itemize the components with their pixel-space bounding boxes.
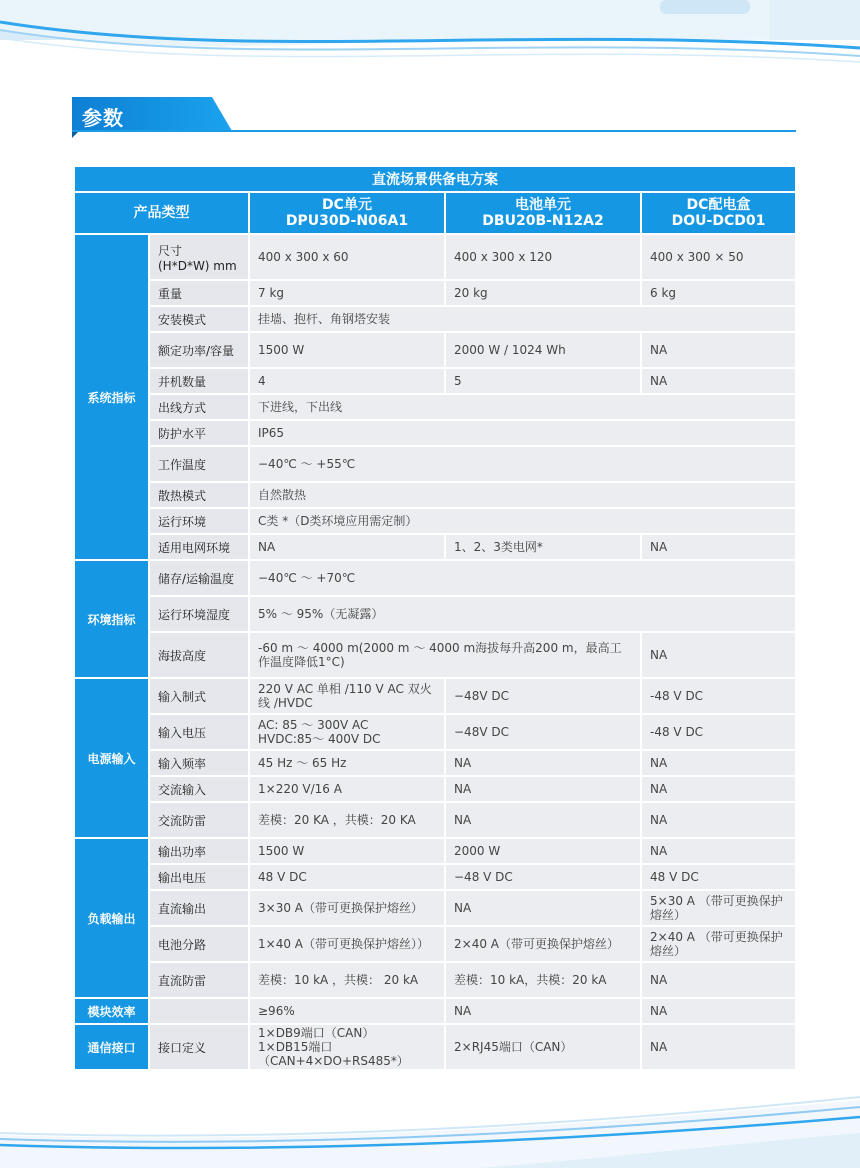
category-load-output: 负载输出 <box>74 838 149 998</box>
table-row <box>74 446 796 482</box>
row-label: 接口定义 <box>149 1024 249 1070</box>
header-dc-unit-name: DC单元 <box>322 197 372 213</box>
section-header <box>72 97 796 137</box>
table-row <box>74 890 796 926</box>
cell-bat: NA <box>445 776 641 802</box>
section-notch <box>72 132 78 138</box>
row-label: 防护水平 <box>149 420 249 446</box>
top-wave-decoration <box>0 0 860 90</box>
cell-box: NA <box>641 962 796 998</box>
header-dc-box <box>641 192 796 234</box>
cell-dc: 3×30 A（带可更换保护熔丝） <box>249 890 445 926</box>
cell-box: NA <box>641 534 796 560</box>
row-label: 直流输出 <box>149 890 249 926</box>
row-label: 交流输入 <box>149 776 249 802</box>
category-efficiency: 模块效率 <box>74 998 149 1024</box>
cell-box: NA <box>641 838 796 864</box>
table-row <box>74 560 796 596</box>
cell-box: NA <box>641 998 796 1024</box>
table-row <box>74 838 796 864</box>
cell-box: NA <box>641 368 796 394</box>
table-row <box>74 776 796 802</box>
cell-bat: 5 <box>445 368 641 394</box>
table-row <box>74 962 796 998</box>
spec-table <box>73 165 797 1071</box>
table-row <box>74 1024 796 1070</box>
cell-dc: 7 kg <box>249 280 445 306</box>
table-row <box>74 632 796 678</box>
cell-bat: NA <box>445 998 641 1024</box>
row-label: 散热模式 <box>149 482 249 508</box>
row-label: 适用电网环境 <box>149 534 249 560</box>
cell-bat: −48V DC <box>445 714 641 750</box>
cell-bat: 差模：10 kA，共模：20 kA <box>445 962 641 998</box>
row-label: 重量 <box>149 280 249 306</box>
cell-bat: −48V DC <box>445 678 641 714</box>
cell-bat: 20 kg <box>445 280 641 306</box>
row-label: 安装模式 <box>149 306 249 332</box>
row-label: 出线方式 <box>149 394 249 420</box>
header-dc-unit-model: DPU30D-N06A1 <box>285 213 409 229</box>
cell-dc: 45 Hz ～ 65 Hz <box>249 750 445 776</box>
cell-dc: ≥96% <box>249 998 445 1024</box>
cell-dc: NA <box>249 534 445 560</box>
header-dc-box-model: DOU-DCD01 <box>671 213 766 229</box>
table-row <box>74 802 796 838</box>
cell-box: 6 kg <box>641 280 796 306</box>
row-label: 输出功率 <box>149 838 249 864</box>
cell-dc: 48 V DC <box>249 864 445 890</box>
row-label: 并机数量 <box>149 368 249 394</box>
table-row <box>74 714 796 750</box>
table-row <box>74 678 796 714</box>
row-label: 储存/运输温度 <box>149 560 249 596</box>
row-label: 尺寸 (H*D*W) mm <box>149 234 249 280</box>
row-label: 输入频率 <box>149 750 249 776</box>
cell-box: NA <box>641 632 796 678</box>
header-battery-unit-name: 电池单元 <box>515 197 571 213</box>
cell-bat: 2×40 A（带可更换保护熔丝） <box>445 926 641 962</box>
cell-all: −40℃ ～ +70℃ <box>249 560 796 596</box>
cell-dc: AC: 85 ～ 300V AC HVDC:85～ 400V DC <box>249 714 445 750</box>
cell-dc: 400 x 300 x 60 <box>249 234 445 280</box>
cell-all: 挂墙、抱杆、角钢塔安装 <box>249 306 796 332</box>
table-row <box>74 394 796 420</box>
row-label: 海拔高度 <box>149 632 249 678</box>
table-row <box>74 926 796 962</box>
section-underline <box>72 130 796 132</box>
cell-box: NA <box>641 1024 796 1070</box>
row-label: 额定功率/容量 <box>149 332 249 368</box>
cell-all: 5% ～ 95%（无凝露） <box>249 596 796 632</box>
table-row <box>74 596 796 632</box>
cell-dc: 1×220 V/16 A <box>249 776 445 802</box>
table-row <box>74 508 796 534</box>
cell-bat: 400 x 300 x 120 <box>445 234 641 280</box>
cell-box: NA <box>641 776 796 802</box>
category-environment: 环境指标 <box>74 560 149 678</box>
table-title: 直流场景供备电方案 <box>74 166 796 192</box>
cell-dc: 差模：10 kA ，共模： 20 kA <box>249 962 445 998</box>
cell-dc: 1500 W <box>249 838 445 864</box>
cell-bat: NA <box>445 750 641 776</box>
table-title-row <box>74 166 796 192</box>
cell-all: C类 *（D类环境应用需定制） <box>249 508 796 534</box>
cell-box: NA <box>641 750 796 776</box>
section-title: 参数 <box>82 106 124 130</box>
table-row <box>74 306 796 332</box>
row-label-empty <box>149 998 249 1024</box>
cell-dc: 220 V AC 单相 /110 V AC 双火线 /HVDC <box>249 678 445 714</box>
cell-box: 5×30 A （带可更换保护熔丝） <box>641 890 796 926</box>
cell-box: 400 x 300 × 50 <box>641 234 796 280</box>
cell-dc: 差模：20 KA ，共模：20 KA <box>249 802 445 838</box>
table-row <box>74 534 796 560</box>
cell-box: NA <box>641 802 796 838</box>
cell-bat: 2×RJ45端口（CAN） <box>445 1024 641 1070</box>
table-row <box>74 420 796 446</box>
table-row <box>74 280 796 306</box>
table-row <box>74 750 796 776</box>
cell-bat: NA <box>445 802 641 838</box>
cell-dc: 1500 W <box>249 332 445 368</box>
cell-dc-bat: -60 m ～ 4000 m(2000 m ～ 4000 m海拔每升高200 m，最高工作温度降低1°C) <box>249 632 641 678</box>
header-dc-box-name: DC配电盒 <box>686 197 751 213</box>
header-battery-unit-model: DBU20B-N12A2 <box>482 213 604 229</box>
bottom-wave-decoration <box>0 1095 860 1168</box>
cell-box: 2×40 A （带可更换保护熔丝） <box>641 926 796 962</box>
header-battery-unit <box>445 192 641 234</box>
row-label: 工作温度 <box>149 446 249 482</box>
cell-bat: 2000 W <box>445 838 641 864</box>
cell-all: IP65 <box>249 420 796 446</box>
cell-bat: NA <box>445 890 641 926</box>
row-label: 运行环境湿度 <box>149 596 249 632</box>
row-label: 交流防雷 <box>149 802 249 838</box>
table-row <box>74 332 796 368</box>
row-label: 输入电压 <box>149 714 249 750</box>
table-row <box>74 864 796 890</box>
header-product-type: 产品类型 <box>74 192 249 234</box>
row-label: 直流防雷 <box>149 962 249 998</box>
row-label: 运行环境 <box>149 508 249 534</box>
table-row <box>74 368 796 394</box>
category-power-input: 电源输入 <box>74 678 149 838</box>
cell-box: -48 V DC <box>641 714 796 750</box>
header-dc-unit <box>249 192 445 234</box>
cell-bat: 1、2、3类电网* <box>445 534 641 560</box>
row-label: 电池分路 <box>149 926 249 962</box>
cell-box: 48 V DC <box>641 864 796 890</box>
row-label: 输出电压 <box>149 864 249 890</box>
cell-bat: 2000 W / 1024 Wh <box>445 332 641 368</box>
cell-box: NA <box>641 332 796 368</box>
table-row <box>74 998 796 1024</box>
cell-all: 下进线，下出线 <box>249 394 796 420</box>
table-row <box>74 482 796 508</box>
category-system: 系统指标 <box>74 234 149 560</box>
cell-box: -48 V DC <box>641 678 796 714</box>
table-header-row <box>74 192 796 234</box>
cell-dc: 1×DB9端口（CAN） 1×DB15端口 （CAN+4×DO+RS485*） <box>249 1024 445 1070</box>
cell-all: −40℃ ～ +55℃ <box>249 446 796 482</box>
category-comm: 通信接口 <box>74 1024 149 1070</box>
cell-bat: −48 V DC <box>445 864 641 890</box>
cell-dc: 4 <box>249 368 445 394</box>
cell-all: 自然散热 <box>249 482 796 508</box>
cell-dc: 1×40 A（带可更换保护熔丝）） <box>249 926 445 962</box>
row-label: 输入制式 <box>149 678 249 714</box>
table-row <box>74 234 796 280</box>
